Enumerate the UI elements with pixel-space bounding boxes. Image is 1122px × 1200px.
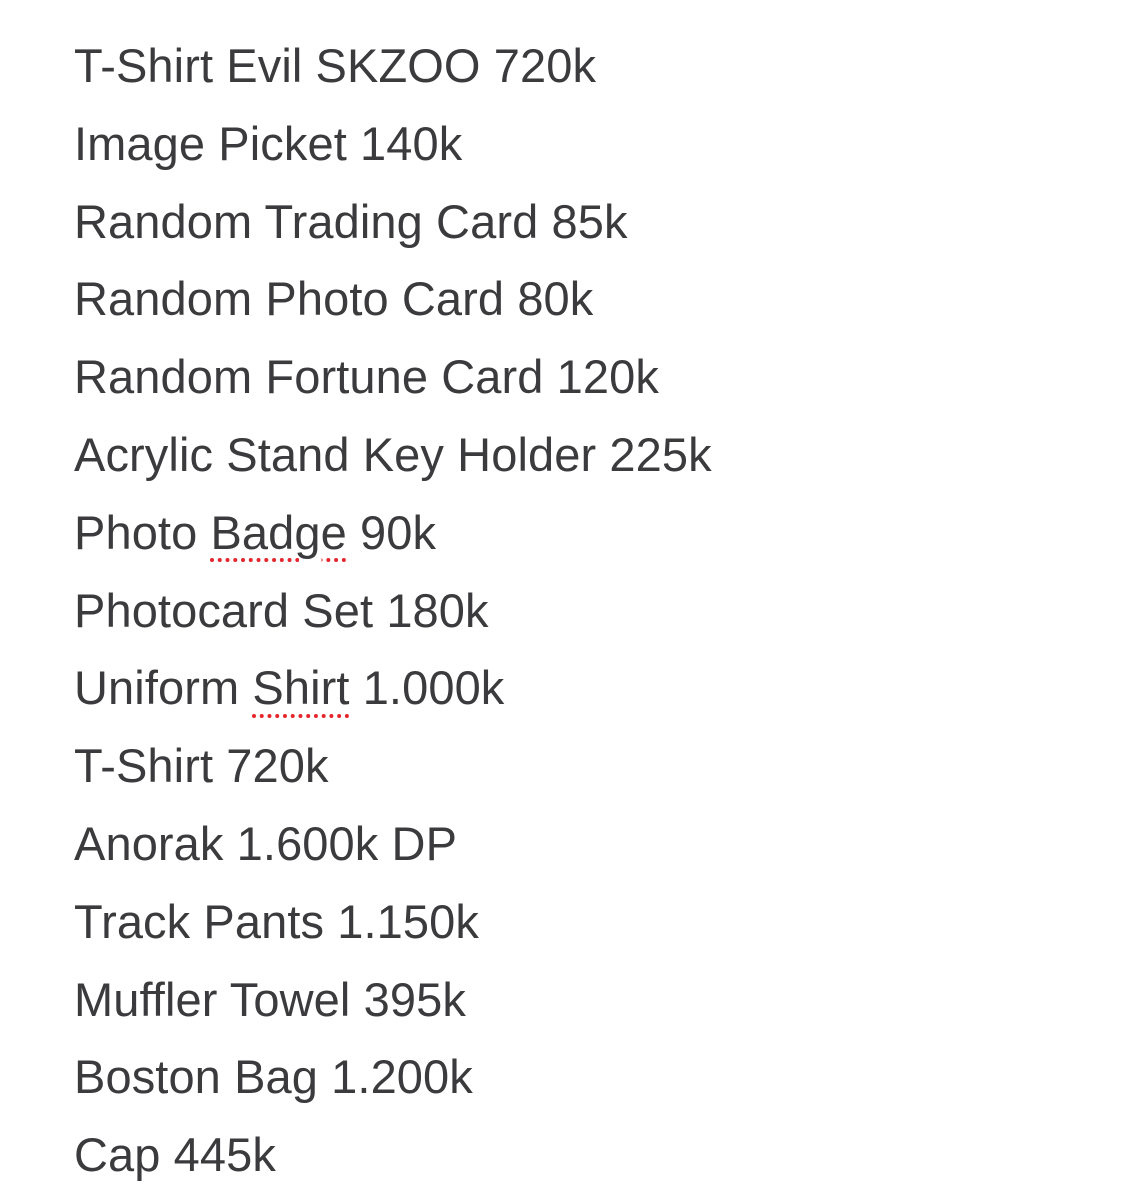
note-line-acrylic-stand-key-holder[interactable] <box>74 422 1094 500</box>
line-text: Anorak 1.600k DP <box>74 816 458 870</box>
note-body[interactable] <box>74 33 1094 1193</box>
note-line-boston-bag[interactable] <box>74 1044 1094 1122</box>
note-line-random-photo-card[interactable] <box>74 266 1094 344</box>
note-line-photocard-set[interactable] <box>74 578 1094 656</box>
line-text: Acrylic Stand Key Holder 225k <box>74 427 712 481</box>
note-line-tshirt-evil-skzoo[interactable] <box>74 33 1094 111</box>
note-line-cap[interactable] <box>74 1122 1094 1200</box>
note-line-track-pants[interactable] <box>74 889 1094 967</box>
line-text: Boston Bag 1.200k <box>74 1050 473 1104</box>
line-text: Muffler Towel 395k <box>74 972 466 1026</box>
line-text: Random Trading Card 85k <box>74 194 628 248</box>
line-text: Photo <box>74 505 211 559</box>
misspelled-word[interactable]: Badge <box>210 505 347 559</box>
note-line-tshirt[interactable] <box>74 733 1094 811</box>
line-text: Uniform <box>74 661 253 715</box>
line-text: T-Shirt Evil SKZOO 720k <box>74 39 597 92</box>
misspelled-word[interactable]: Shirt <box>252 661 350 715</box>
line-text: Cap 445k <box>74 1128 276 1182</box>
note-line-photo-badge[interactable] <box>74 500 1094 578</box>
line-text: 90k <box>346 505 437 559</box>
line-text: Photocard Set 180k <box>74 583 489 637</box>
note-line-muffler-towel[interactable] <box>74 967 1094 1045</box>
note-line-random-trading-card[interactable] <box>74 189 1094 267</box>
line-text: Image Picket 140k <box>74 116 463 170</box>
line-text: T-Shirt 720k <box>74 739 329 793</box>
line-text: Random Photo Card 80k <box>74 272 594 326</box>
line-text: Random Fortune Card 120k <box>74 350 659 404</box>
note-line-anorak[interactable] <box>74 811 1094 889</box>
note-line-image-picket[interactable] <box>74 111 1094 189</box>
line-text: 1.000k <box>349 661 505 715</box>
note-line-random-fortune-card[interactable] <box>74 344 1094 422</box>
line-text: Track Pants 1.150k <box>74 894 479 948</box>
note-line-uniform-shirt[interactable] <box>74 655 1094 733</box>
